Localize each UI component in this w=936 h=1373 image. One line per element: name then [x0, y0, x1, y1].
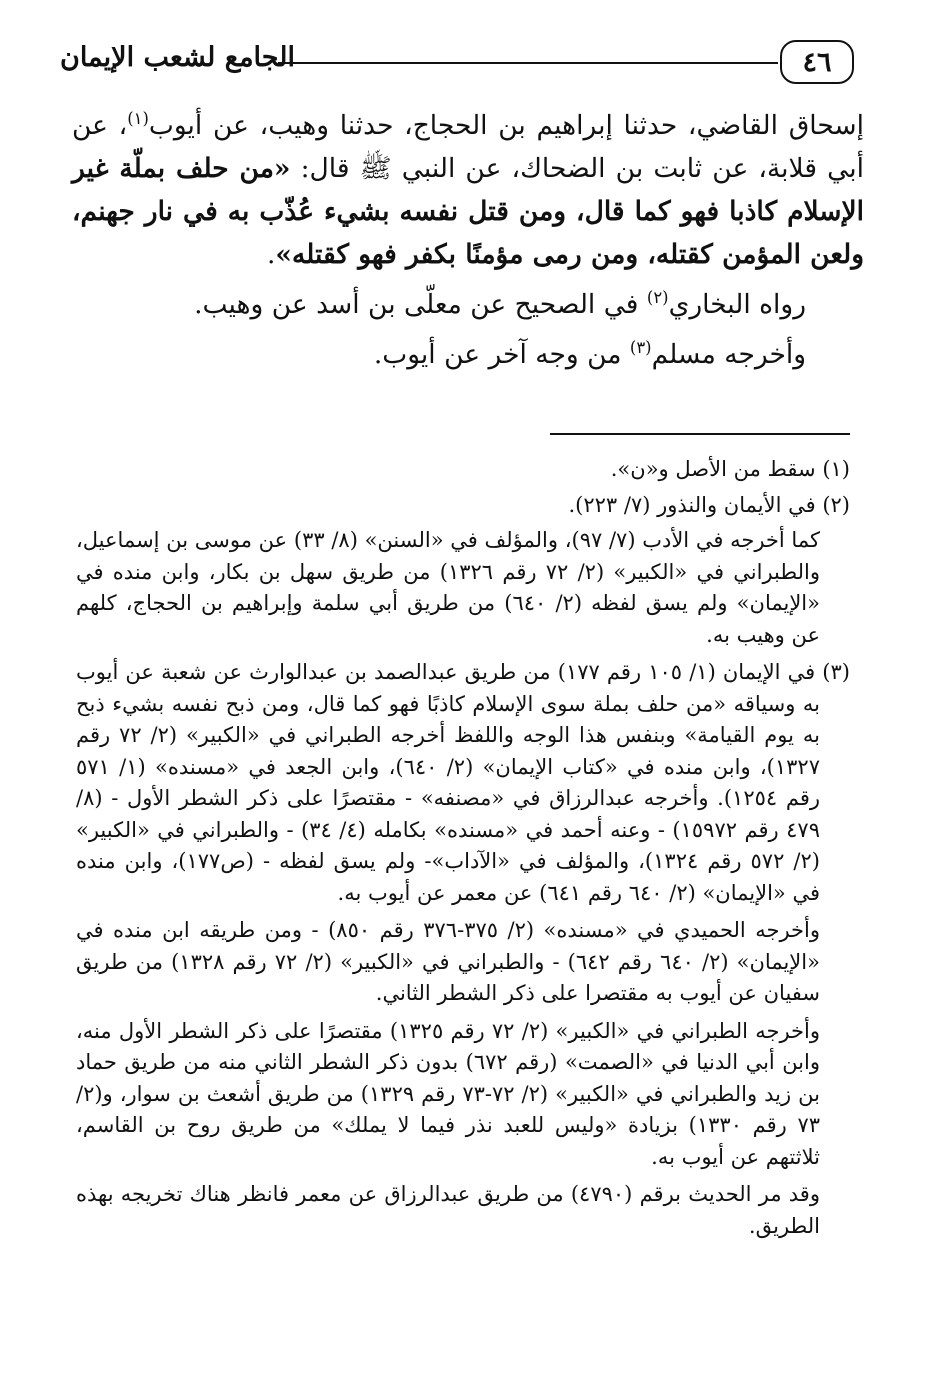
footnote-3-para-3: وأخرجه الطبراني في «الكبير» (٢/ ٧٢ رقم ١٣٢٥) مقتصرًا على ذكر الشطر الأول منه، وابن أبي الدنيا في «الصمت» (رقم ٦٧٢) بدون ذكر الشطر الثاني منه من طريق حماد بن زيد والطبراني في «الكبير» (٢/ ٧٢-٧٣ رقم ١٣٢٩) من طريق أشعث بن سوار، و(٢/ ٧٣ رقم ١٣٣٠) بزيادة «وليس للعبد نذر فيما لا يملك» من طريق روح بن القاسم، ثلاثتهم عن أيوب به.: [76, 1018, 821, 1169]
hadith-paragraph: [72, 104, 864, 276]
footnote-ref-1[interactable]: (١): [127, 109, 149, 129]
footnotes: [76, 454, 850, 1248]
muslim-text-cont: من وجه آخر عن أيوب.: [373, 339, 630, 370]
header-rule: [278, 62, 778, 64]
footnote-3: (٣) في الإيمان (١/ ١٠٥ رقم ١٧٧) من طريق عبدالصمد بن عبدالوارث عن شعبة عن أيوب به وسياقه «من حلف بملة سوى الإسلام كاذبًا فهو كما قال، ومن ذبح نفسه بشيء ذبح به يوم القيامة» وبنفس هذا الوجه واللفظ أخرجه الطبراني في «الكبير» (٢/ ٧٢ رقم ١٣٢٧)، وابن منده في «كتاب الإيمان» (٢/ ٦٤٠)، وابن الجعد في «مسنده» (١/ ٥٧١ رقم ١٢٥٤). وأخرجه عبدالرزاق في «مصنفه» - مقتصرًا على ذكر الشطر الأول - (٨/ ٤٧٩ رقم ١٥٩٧٢) - وعنه أحمد في «مسنده» بكامله (٤/ ٣٤) - والطبراني في «الكبير» (٢/ ٥٧٢ رقم ١٣٢٤)، والمؤلف في «الآداب»- ولم يسق لفظه - (ص١٧٧)، وابن منده في «الإيمان» (٢/ ٦٤٠ رقم ٦٤١) عن معمر عن أيوب به.: [76, 660, 850, 905]
footnote-ref-2[interactable]: (٢): [646, 288, 669, 308]
book-title: الجامع لشعب الإيمان: [60, 42, 295, 73]
isnad-text-cont: ، عن أبي قلابة، عن ثابت بن الضحاك، عن النبي ﷺ قال:: [72, 110, 864, 184]
footnote-ref-3[interactable]: (٣): [629, 338, 652, 358]
muslim-text: وأخرجه مسلم: [651, 339, 806, 370]
hadith-end: .: [266, 239, 276, 270]
page-number: ٤٦: [780, 40, 854, 84]
footnote-2-continuation: كما أخرجه في الأدب (٧/ ٩٧)، والمؤلف في «السنن» (٨/ ٣٣) عن موسى بن إسماعيل، والطبراني في «الكبير» (٢/ ٧٢ رقم ١٣٢٦) من طريق سهل بن بكار، وابن منده في «الإيمان» ولم يسق لفظه (٢/ ٦٤٠) من طريق أبي سلمة وإبراهيم بن الحجاج، كلهم عن وهيب به.: [76, 528, 820, 647]
footnote-3-para-4: وقد مر الحديث برقم (٤٧٩٠) من طريق عبدالرزاق عن معمر فانظر هناك تخريجه بهذه الطريق.: [76, 1182, 820, 1238]
footnote-3-para-2: وأخرجه الحميدي في «مسنده» (٢/ ٣٧٥-٣٧٦ رقم ٨٥٠) - ومن طريقه ابن منده في «الإيمان» (٢/ ٦٤٠ رقم ٦٤٢) - والطبراني في «الكبير» (٢/ ٧٢ رقم ١٣٢٨) من طريق سفيان عن أيوب به مقتصرا على ذكر الشطر الثاني.: [76, 918, 820, 1005]
main-text: [72, 104, 864, 376]
bukhari-text: رواه البخاري: [668, 289, 806, 320]
muslim-paragraph: [72, 333, 864, 376]
footnote-2: (٢) في الأيمان والنذور (٧/ ٢٢٣).: [568, 492, 850, 517]
page-header: [60, 34, 854, 90]
isnad-text: إسحاق القاضي، حدثنا إبراهيم بن الحجاج، حدثنا وهيب، عن أيوب: [148, 110, 864, 141]
bukhari-paragraph: [72, 283, 864, 326]
hadith-text: «من حلف بملّة غير الإسلام كاذبا فهو كما قال، ومن قتل نفسه بشيء عُذّب به في نار جهنم، ولعن المؤمن كقتله، ومن رمى مؤمنًا بكفر فهو كقتله»: [72, 153, 864, 270]
bukhari-text-cont: في الصحيح عن معلّى بن أسد عن وهيب.: [194, 289, 647, 320]
footnote-separator: [550, 433, 850, 435]
footnote-1: (١) سقط من الأصل و«ن».: [610, 457, 850, 481]
